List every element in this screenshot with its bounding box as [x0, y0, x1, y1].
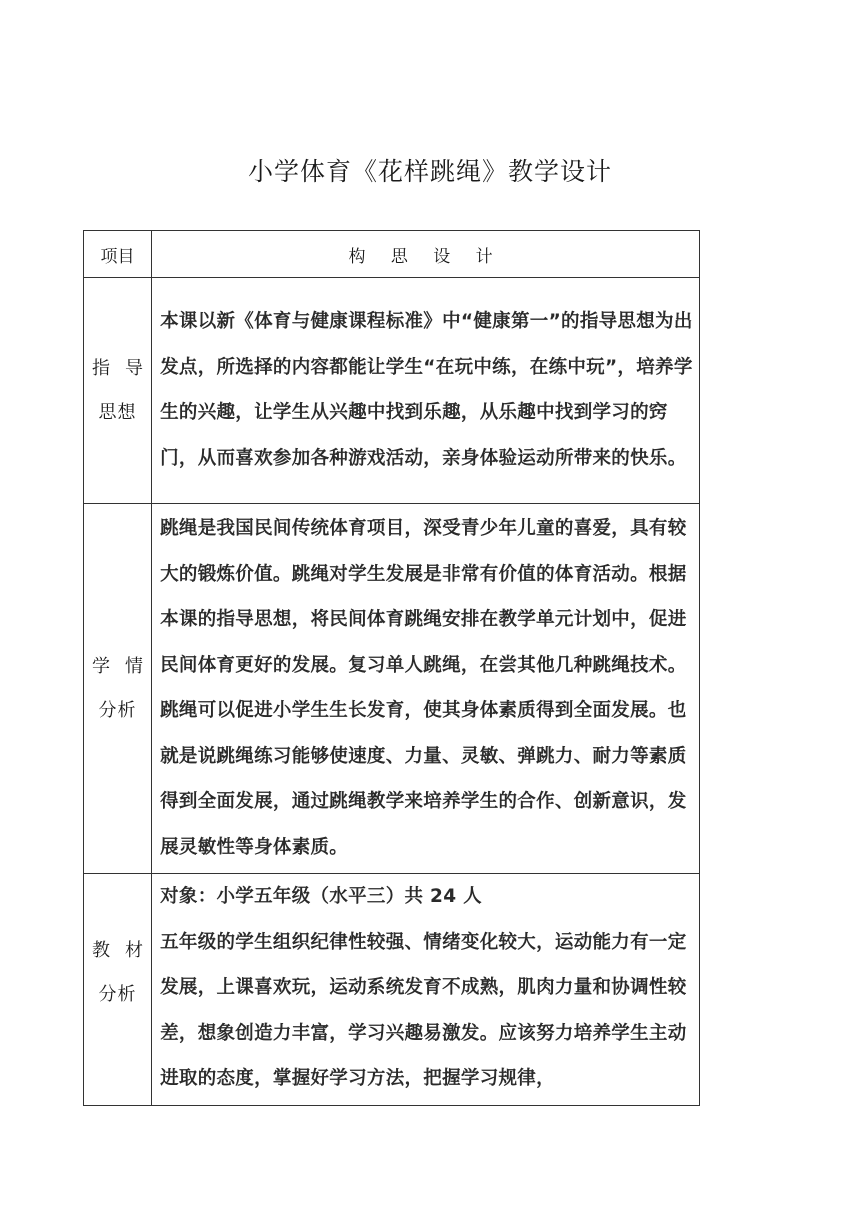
- row-content: [152, 504, 700, 874]
- content-paragraph: 本课以新《体育与健康课程标准》中“健康第一”的指导思想为出发点，所选择的内容都能让学生“在玩中练，在练中玩”，培养学生的兴趣，让学生从兴趣中找到乐趣，从乐趣中找到学习的窍门，从而喜欢参加各种游戏活动，亲身体验运动所带来的快乐。: [160, 311, 693, 469]
- content-paragraph: 五年级的学生组织纪律性较强、情绪变化较大，运动能力有一定发展，上课喜欢玩，运动系统发育不成熟，肌肉力量和协调性较差，想象创造力丰富，学习兴趣易激发。应该努力培养学生主动进取的态度，掌握好学习方法，把握学习规律，: [160, 931, 687, 1089]
- row-label-line1: 教材: [92, 940, 159, 961]
- table-row-material-analysis: [84, 874, 700, 1106]
- row-label: [84, 504, 159, 874]
- header-item: 项目: [84, 231, 152, 278]
- teaching-design-table: [83, 230, 700, 1106]
- row-label: [84, 278, 159, 504]
- row-content: [152, 874, 700, 1106]
- row-label-line1: 学情: [92, 655, 159, 677]
- row-label-line2: 思想: [98, 401, 137, 423]
- table-header-row: [84, 231, 700, 278]
- row-content: [152, 278, 700, 504]
- document-title: 小学体育《花样跳绳》教学设计: [247, 157, 612, 186]
- row-label-line2: 分析: [98, 699, 137, 721]
- header-design: 构 思 设 计: [152, 231, 700, 278]
- table-row-guiding-thought: [84, 278, 700, 504]
- content-paragraph-target: 对象：小学五年级（水平三）共 24 人: [160, 886, 482, 907]
- row-label: [84, 874, 159, 1106]
- content-paragraph: 跳绳是我国民间传统体育项目，深受青少年儿童的喜爱，具有较大的锻炼价值。跳绳对学生发展是非常有价值的体育活动。根据本课的指导思想，将民间体育跳绳安排在教学单元计划中，促进民间体育更好的发展。复习单人跳绳，在尝其他几种跳绳技术。跳绳可以促进小学生生长发育，使其身体素质得到全面发展。也就是说跳绳练习能够使速度、力量、灵敏、弹跳力、耐力等素质得到全面发展，通过跳绳教学来培养学生的合作、创新意识，发展灵敏性等身体素质。: [160, 518, 687, 858]
- row-label-line1: 指导: [92, 357, 159, 379]
- row-label-line2: 分析: [98, 984, 137, 1005]
- table-row-student-analysis: [84, 504, 700, 874]
